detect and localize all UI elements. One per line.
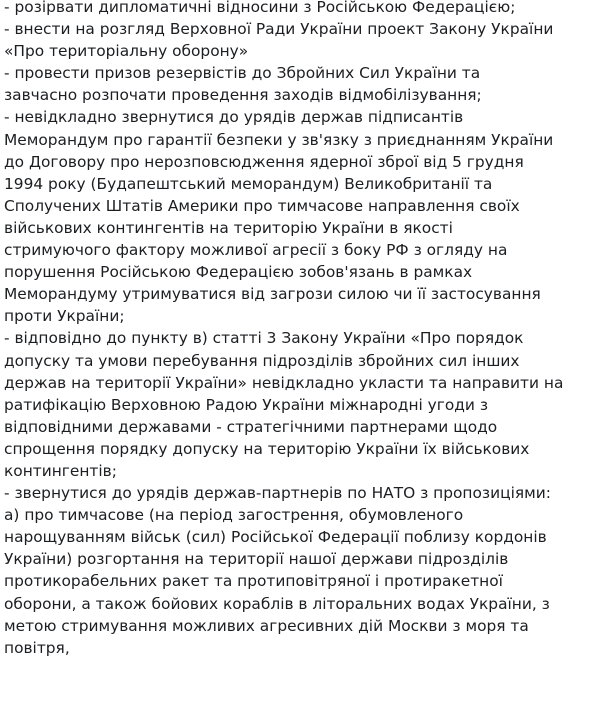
- text-line: 1994 року (Будапештський меморандум) Великобританії та: [4, 174, 493, 193]
- text-line: відповідними державами - стратегічними партнерами щодо: [4, 417, 498, 436]
- text-line: - провести призов резервістів до Збройних Сил України та: [4, 64, 481, 83]
- text-line: Сполучених Штатів Америки про тимчасове направлення своїх: [4, 196, 520, 215]
- text-line: спрощення порядку допуску на територію України їх військових: [4, 439, 530, 458]
- text-line: - розірвати дипломатичні відносини з Російською Федерацією;: [4, 0, 516, 16]
- text-line: військових контингентів на територію України в якості: [4, 218, 453, 237]
- text-line: контингентів;: [4, 461, 117, 480]
- text-line: проти України;: [4, 307, 125, 326]
- text-line: ратифікацію Верховною Радою України міжнародні угоди з: [4, 395, 489, 414]
- text-line: «Про територіальну оборону»: [4, 42, 249, 61]
- text-line: стримуючого фактору можливої агресії з боку РФ з огляду на: [4, 241, 508, 260]
- text-line: протикорабельних ракет та протиповітряної і протиракетної: [4, 572, 503, 591]
- text-line: допуску та умови перебування підрозділів збройних сил інших: [4, 351, 520, 370]
- text-line: до Договору про нерозповсюдження ядерної зброї від 5 грудня: [4, 152, 524, 171]
- text-line: а) про тимчасове (на період загострення, обумовленого: [4, 506, 464, 525]
- text-line: метою стримування можливих агресивних дій Москви з моря та: [4, 616, 529, 635]
- text-line: порушення Російською Федерацією зобов'язань в рамках: [4, 263, 473, 282]
- text-line: держав на території України» невідкладно укласти та направити на: [4, 373, 564, 392]
- text-line: України) розгортання на території нашої держави підрозділів: [4, 550, 509, 569]
- text-line: Меморандуму утримуватися від загрози силою чи її застосування: [4, 285, 541, 304]
- text-line: повітря,: [4, 638, 70, 657]
- text-line: - внести на розгляд Верховної Ради України проект Закону України: [4, 20, 554, 39]
- text-line: завчасно розпочати проведення заходів відмобілізування;: [4, 86, 482, 105]
- text-line: оборони, а також бойових кораблів в літоральних водах України, з: [4, 594, 550, 613]
- text-line: - невідкладно звернутися до урядів держав підписантів: [4, 108, 464, 127]
- text-line: - відповідно до пункту в) статті 3 Закону України «Про порядок: [4, 329, 524, 348]
- text-line: Меморандум про гарантії безпеки у зв'язку з приєднанням України: [4, 130, 554, 149]
- text-line: нарощуванням військ (сил) Російської Федерації поблизу кордонів: [4, 528, 547, 547]
- text-line: - звернутися до урядів держав-партнерів по НАТО з пропозиціями:: [4, 484, 551, 503]
